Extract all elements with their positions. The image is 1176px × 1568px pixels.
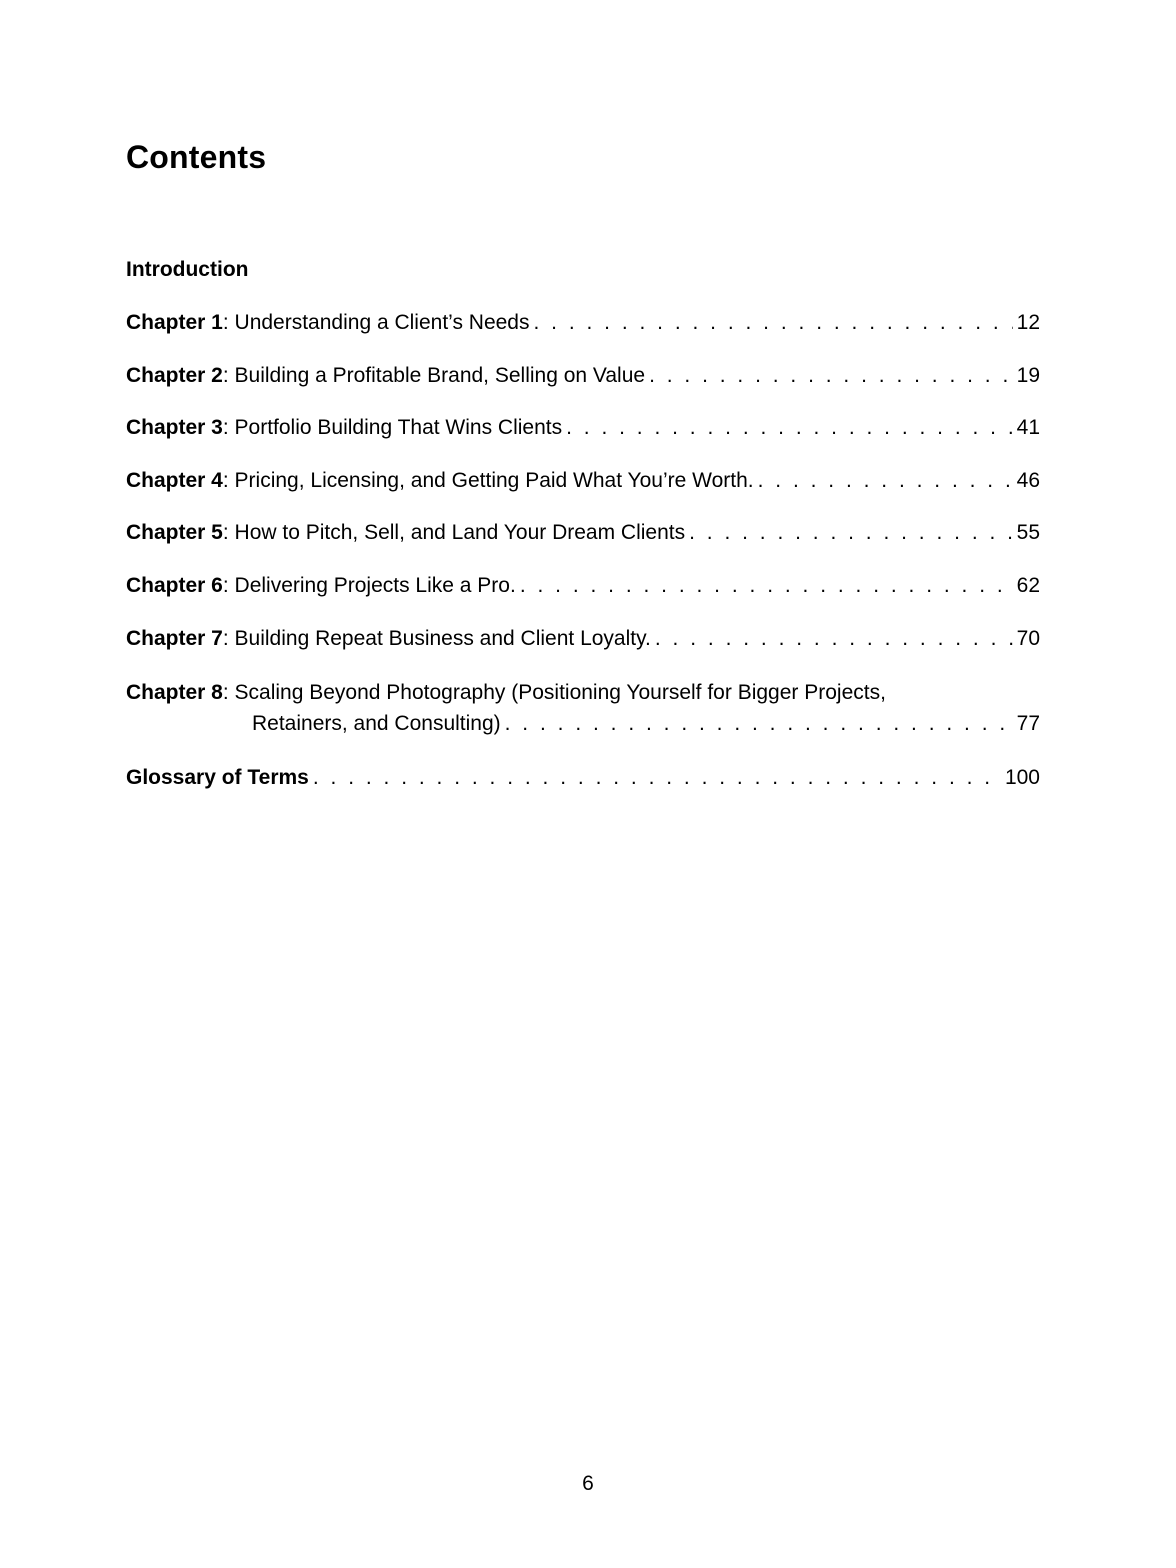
dot-leader: [313, 764, 1001, 792]
toc-entry-page: 55: [1016, 521, 1040, 545]
toc-entry-chapter-7: [126, 625, 1040, 653]
toc-entry-label: Glossary of Terms: [126, 765, 309, 789]
toc-entry-label: Chapter 6: [126, 573, 223, 597]
toc-entry-label: Chapter 7: [126, 626, 223, 650]
toc-entry-chapter-5: [126, 519, 1040, 547]
toc-entry-title: : How to Pitch, Sell, and Land Your Dream Clients: [222, 521, 686, 545]
toc-entry-chapter-8: [126, 677, 1040, 739]
dot-leader: [566, 414, 1013, 442]
toc-entry-page: 62: [1016, 573, 1040, 597]
toc-entry-chapter-1: [126, 309, 1040, 337]
toc-entry-label: Chapter 1: [126, 311, 223, 334]
toc-entry-label: Chapter 3: [126, 416, 223, 440]
dot-leader: [649, 362, 1013, 390]
page-number: 6: [582, 1472, 594, 1495]
toc-entry-label: Chapter 4: [126, 468, 223, 492]
toc-entry-page: 77: [1016, 712, 1040, 736]
toc-entry-page: 12: [1016, 311, 1040, 334]
dot-leader: [655, 625, 1013, 653]
toc-entry-title: : Building a Profitable Brand, Selling on Value: [222, 363, 646, 387]
toc-entry-page: 41: [1016, 416, 1040, 440]
dot-leader: [520, 572, 1013, 600]
toc-entry-chapter-2: [126, 362, 1040, 390]
toc-entry-title: : Delivering Projects Like a Pro.: [222, 573, 516, 597]
toc-entry-page: 19: [1016, 363, 1040, 387]
toc-entry-page: 46: [1016, 468, 1040, 492]
toc-entry-page: 70: [1016, 626, 1040, 650]
dot-leader: [758, 467, 1013, 495]
toc-introduction: Introduction: [126, 258, 249, 281]
toc-entry-label: Chapter 2: [126, 363, 223, 387]
toc-entry-title: : Scaling Beyond Photography (Positioning Yourself for Bigger Projects,: [222, 681, 886, 705]
toc-entry-chapter-3: [126, 414, 1040, 442]
toc-entry-label: Chapter 8: [126, 681, 223, 705]
toc-entry-chapter-6: [126, 572, 1040, 600]
toc-entry-title-continued: Retainers, and Consulting): [252, 712, 501, 736]
dot-leader: [505, 708, 1013, 739]
toc-entry-title: : Portfolio Building That Wins Clients: [222, 416, 563, 440]
toc-entry-chapter-4: [126, 467, 1040, 495]
table-of-contents: [126, 309, 1040, 816]
toc-entry-title: : Pricing, Licensing, and Getting Paid What You’re Worth.: [222, 468, 754, 492]
toc-entry-title: : Building Repeat Business and Client Loyalty.: [222, 626, 651, 650]
toc-entry-glossary: [126, 764, 1040, 792]
toc-entry-page: 100: [1004, 765, 1040, 789]
page-title: Contents: [126, 139, 267, 175]
dot-leader: [533, 309, 1012, 337]
toc-entry-title: : Understanding a Client’s Needs: [222, 311, 530, 334]
toc-entry-label: Chapter 5: [126, 521, 223, 545]
dot-leader: [689, 519, 1013, 547]
